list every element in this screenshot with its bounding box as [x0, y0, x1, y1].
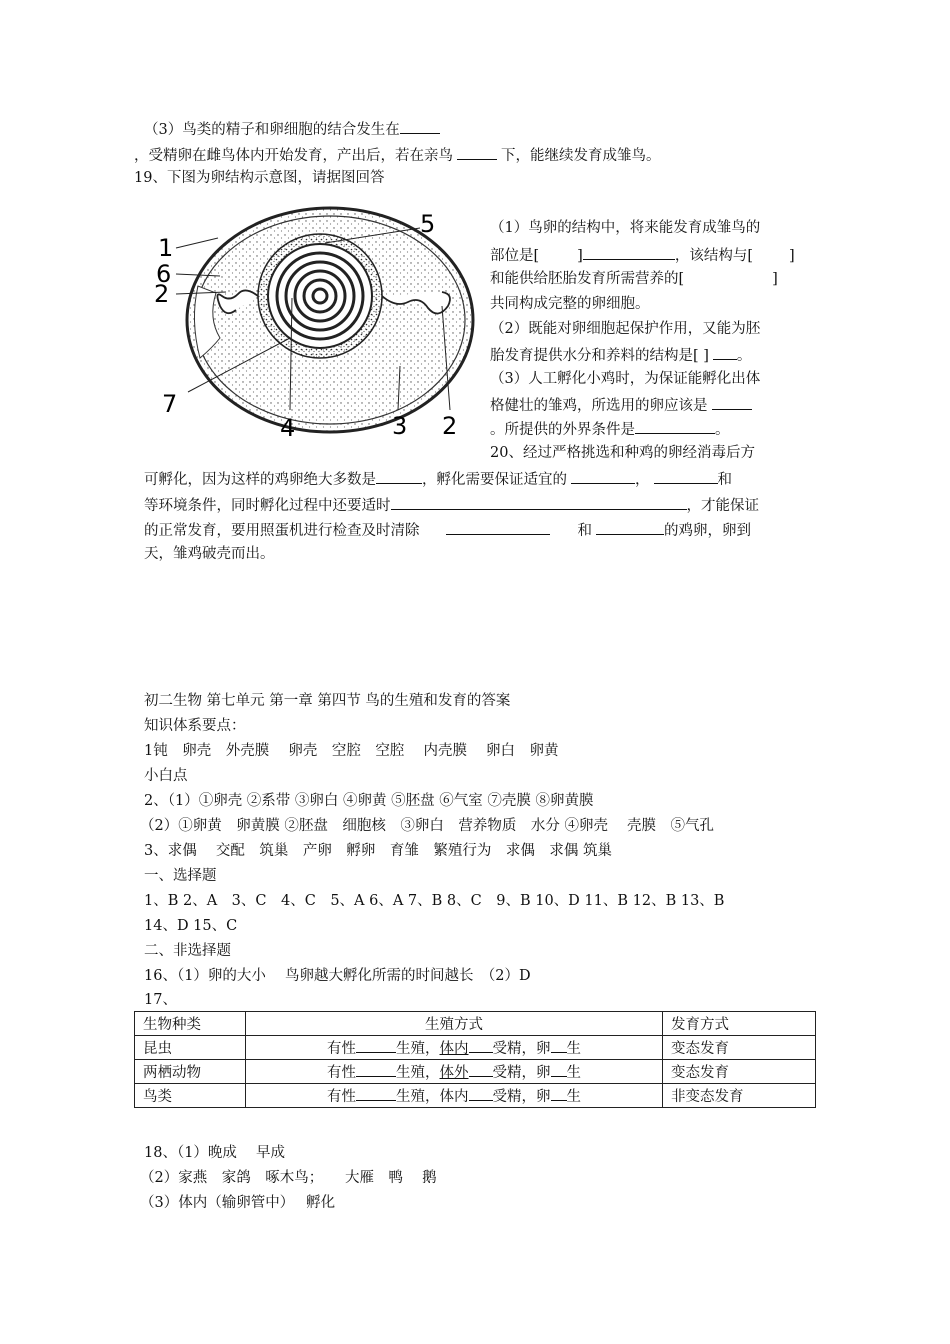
label-2b: 2	[442, 412, 458, 440]
table-header-row	[135, 1012, 816, 1036]
q20-text: 的正常发育，要用照蛋机进行检查及时清除 和 的鸡卵，卵到	[144, 519, 751, 541]
answers-text: 17、	[144, 992, 177, 1008]
table-cell: 非变态发育	[663, 1084, 816, 1108]
answers-text: 知识体系要点：	[144, 718, 246, 734]
label-line	[176, 238, 218, 248]
table-cell: 有性 生殖，体内 受精，卵 生	[246, 1036, 663, 1060]
answer-blank[interactable]	[654, 468, 718, 484]
q19-title: 19、下图为卵结构示意图，请据图回答	[134, 170, 385, 186]
label-2: 2	[154, 280, 170, 308]
table-row	[135, 1036, 816, 1060]
q19-text: 胎发育提供水分和养料的结构是[ ] 。	[490, 344, 751, 366]
table-cell: 昆虫	[135, 1036, 246, 1060]
answer-blank[interactable]	[713, 344, 737, 360]
q20-text: 等环境条件，同时孵化过程中还要适时 ，才能保证	[144, 494, 759, 516]
answers-text: 16、（1）卵的大小 鸟卵越大孵化所需的时间越长 （2）D	[144, 968, 531, 984]
answer-blank[interactable]	[596, 519, 664, 535]
answer-blank[interactable]	[446, 519, 550, 535]
label-4: 4	[280, 414, 296, 442]
answers-text: 18、（1）晚成 早成	[144, 1145, 286, 1161]
q19-text: 共同构成完整的卵细胞。	[490, 296, 650, 312]
table-cell: 变态发育	[663, 1060, 816, 1084]
answers-text: 3、求偶 交配 筑巢 产卵 孵卵 育雏 繁殖行为 求偶 求偶 筑巢	[144, 843, 612, 859]
answers-text: 1钝 卵壳 外壳膜 卵壳 空腔 空腔 内壳膜 卵白 卵黄	[144, 743, 559, 759]
answers-text: （2）家燕 家鸽 啄木鸟； 大雁 鸭 鹅	[140, 1170, 437, 1186]
q18-part3-line1: （3）鸟类的精子和卵细胞的结合发生在	[144, 118, 440, 140]
egg-structure-diagram	[150, 198, 480, 448]
answer-blank[interactable]	[635, 418, 715, 434]
q19-text: （2）既能对卵细胞起保护作用，又能为胚	[490, 321, 761, 337]
q19-text: （3）人工孵化小鸡时，为保证能孵化出体	[490, 371, 761, 387]
answers-text: 14、D 15、C	[144, 918, 238, 934]
q19-text: 。所提供的外界条件是 。	[490, 418, 730, 440]
answer-blank[interactable]	[712, 394, 752, 410]
answer-blank[interactable]	[391, 494, 687, 510]
label-7: 7	[162, 390, 178, 418]
answer-blank[interactable]	[571, 468, 635, 484]
section-heading: 一、选择题	[144, 868, 217, 884]
q20-text: 天，雏鸡破壳而出。	[144, 546, 275, 562]
table-row	[135, 1084, 816, 1108]
table-cell: 有性 生殖，体内 受精，卵 生	[246, 1084, 663, 1108]
q20-text: 可孵化，因为这样的鸡卵绝大多数是 ，孵化需要保证适宜的 ， 和	[144, 468, 732, 490]
q19-text: （1）鸟卵的结构中，将来能发育成雏鸟的	[490, 220, 761, 236]
label-5: 5	[420, 210, 436, 238]
section-heading: 二、非选择题	[144, 943, 231, 959]
answers-text: 2、（1）①卵壳 ②系带 ③卵白 ④卵黄 ⑤胚盘 ⑥气室 ⑦壳膜 ⑧卵黄膜	[144, 793, 594, 809]
reproduction-table	[134, 1011, 816, 1108]
q20-text: 20、经过严格挑选和种鸡的卵经消毒后方	[490, 445, 755, 461]
table-row	[135, 1060, 816, 1084]
label-3: 3	[392, 412, 408, 440]
table-cell: 变态发育	[663, 1036, 816, 1060]
q19-text: 格健壮的雏鸡，所选用的卵应该是	[490, 394, 752, 416]
answer-blank[interactable]	[400, 118, 440, 134]
answer-blank[interactable]	[457, 144, 497, 160]
answers-title: 初二生物 第七单元 第一章 第四节 鸟的生殖和发育的答案	[144, 693, 511, 709]
answers-text: 1、B 2、A 3、C 4、C 5、A 6、A 7、B 8、C 9、B 10、D 11、B 12、B 13、B	[144, 893, 725, 909]
label-1: 1	[158, 234, 174, 262]
q18-part3-line2: ，受精卵在雌鸟体内开始发育，产出后，若在亲鸟 下，能继续发育成雏鸟。	[134, 144, 661, 166]
label-6: 6	[156, 260, 172, 288]
q19-text: 和能供给胚胎发育所需营养的[ ]	[490, 271, 778, 287]
table-header: 生殖方式	[246, 1012, 663, 1036]
answer-blank[interactable]	[376, 468, 422, 484]
answers-text: 小白点	[144, 768, 188, 784]
table-header: 生物种类	[135, 1012, 246, 1036]
table-header: 发育方式	[663, 1012, 816, 1036]
answers-text: （2）①卵黄 卵黄膜 ②胚盘 细胞核 ③卵白 营养物质 水分 ④卵壳 壳膜 ⑤气孔	[140, 818, 715, 834]
table-cell: 两栖动物	[135, 1060, 246, 1084]
answer-blank[interactable]	[583, 244, 675, 260]
answers-text: （3）体内（输卵管中） 孵化	[140, 1195, 336, 1211]
table-cell: 有性 生殖，体外 受精，卵 生	[246, 1060, 663, 1084]
table-cell: 鸟类	[135, 1084, 246, 1108]
q19-text: 部位是[ ] ，该结构与[ ]	[490, 244, 795, 266]
